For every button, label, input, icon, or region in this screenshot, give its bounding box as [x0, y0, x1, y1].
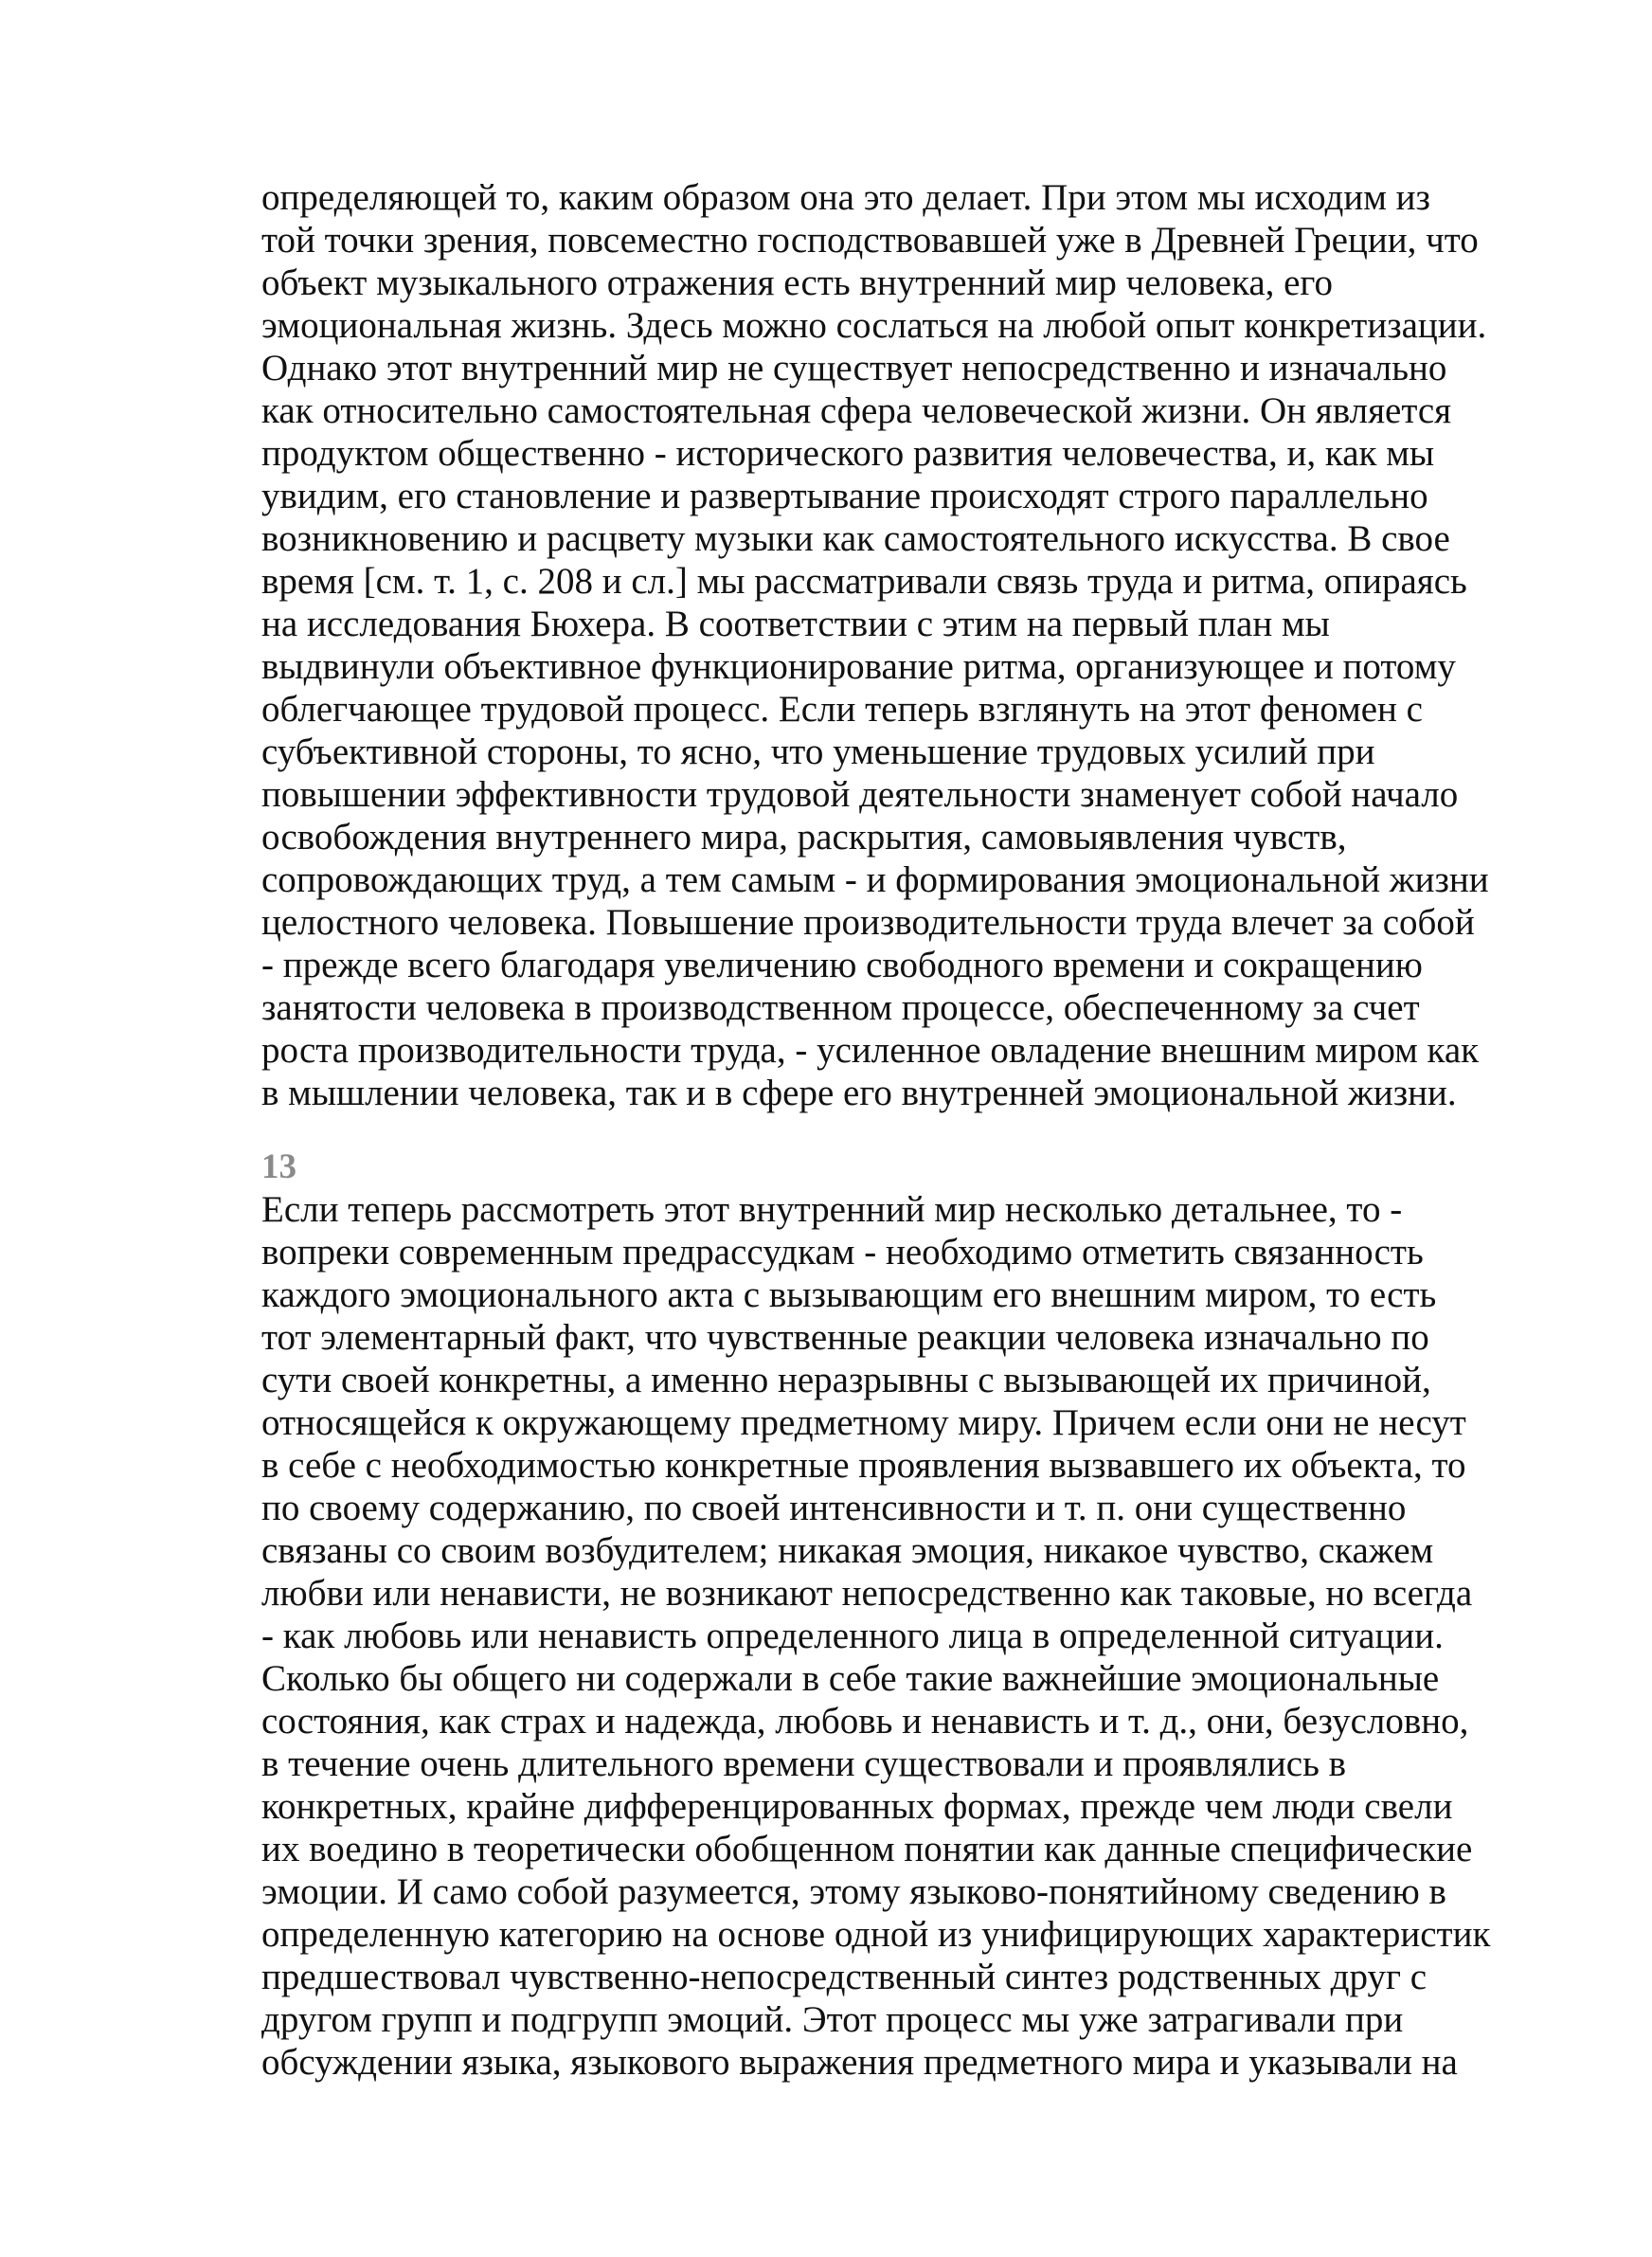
text-line: определяющей то, каким образом она это делает. При этом мы исходим из [261, 177, 1430, 218]
text-line: в себе с необходимостью конкретные проявления вызвавшего их объекта, то [261, 1445, 1466, 1486]
text-line: продуктом общественно - исторического развития человечества, и, как мы [261, 433, 1435, 474]
text-line: возникновению и расцвету музыки как самостоятельного искусства. В свое [261, 518, 1450, 559]
text-line: каждого эмоционального акта с вызывающим его внешним миром, то есть [261, 1274, 1437, 1315]
text-line: другом групп и подгрупп эмоций. Этот процесс мы уже затрагивали при [261, 1999, 1404, 2040]
text-line: время [см. т. 1, с. 208 и сл.] мы рассматривали связь труда и ритма, опираясь [261, 561, 1467, 602]
text-line: на исследования Бюхера. В соответствии с этим на первый план мы [261, 604, 1330, 644]
text-line: той точки зрения, повсеместно господствовавшей уже в Древней Греции, что [261, 220, 1479, 261]
text-line: Сколько бы общего ни содержали в себе такие важнейшие эмоциональные [261, 1658, 1440, 1699]
text-line: Если теперь рассмотреть этот внутренний мир несколько детальнее, то - [261, 1189, 1403, 1230]
text-line: повышении эффективности трудовой деятельности знаменует собой начало [261, 774, 1459, 815]
text-line: вопреки современным предрассудкам - необходимо отметить связанность [261, 1232, 1424, 1273]
text-line: как относительно самостоятельная сфера человеческой жизни. Он является [261, 390, 1452, 431]
text-line: объект музыкального отражения есть внутренний мир человека, его [261, 262, 1333, 303]
text-line: их воедино в теоретически обобщенном понятии как данные специфические [261, 1829, 1473, 1869]
text-line: конкретных, крайне дифференцированных формах, прежде чем люди свели [261, 1786, 1453, 1827]
text-line: тот элементарный факт, что чувственные реакции человека изначально по [261, 1317, 1429, 1358]
text-line: связаны со своим возбудителем; никакая эмоция, никакое чувство, скажем [261, 1530, 1434, 1571]
text-line: Однако этот внутренний мир не существует непосредственно и изначально [261, 348, 1447, 388]
text-line: сопровождающих труд, а тем самым - и формирования эмоциональной жизни [261, 859, 1489, 900]
text-line: облегчающее трудовой процесс. Если теперь взглянуть на этот феномен с [261, 689, 1423, 730]
text-line: - прежде всего благодаря увеличению свободного времени и сокращению [261, 945, 1423, 985]
page-number: 13 [261, 1147, 296, 1186]
text-line: роста производительности труда, - усиленное овладение внешним миром как [261, 1030, 1480, 1071]
text-line: эмоции. И само собой разумеется, этому языково-понятийному сведению в [261, 1871, 1446, 1912]
text-line: освобождения внутреннего мира, раскрытия, самовыявления чувств, [261, 817, 1347, 858]
text-line: предшествовал чувственно-непосредственный синтез родственных друг с [261, 1957, 1428, 1997]
text-line: увидим, его становление и развертывание происходят строго параллельно [261, 476, 1428, 516]
text-line: обсуждении языка, языкового выражения предметного мира и указывали на [261, 2042, 1458, 2083]
text-line: состояния, как страх и надежда, любовь и ненависть и т. д., они, безусловно, [261, 1701, 1469, 1742]
text-line: выдвинули объективное функционирование ритма, организующее и потому [261, 646, 1456, 687]
text-line: эмоциональная жизнь. Здесь можно сослаться на любой опыт конкретизации. [261, 305, 1487, 346]
text-line: любви или ненависти, не возникают непосредственно как таковые, но всегда [261, 1573, 1473, 1614]
text-line: в течение очень длительного времени существовали и проявлялись в [261, 1743, 1347, 1784]
text-line: в мышлении человека, так и в сфере его внутренней эмоциональной жизни. [261, 1073, 1457, 1113]
text-line: - как любовь или ненависть определенного лица в определенной ситуации. [261, 1616, 1444, 1656]
text-line: сути своей конкретны, а именно неразрывны с вызывающей их причиной, [261, 1360, 1431, 1400]
text-line: целостного человека. Повышение производительности труда влечет за собой [261, 902, 1475, 943]
text-line: субъективной стороны, то ясно, что уменьшение трудовых усилий при [261, 731, 1375, 772]
text-line: относящейся к окружающему предметному миру. Причем если они не несут [261, 1402, 1466, 1443]
text-line: определенную категорию на основе одной из унифицирующих характеристик [261, 1914, 1491, 1955]
text-line: по своему содержанию, по своей интенсивности и т. п. они существенно [261, 1488, 1407, 1528]
text-line: занятости человека в производственном процессе, обеспеченному за счет [261, 987, 1420, 1028]
